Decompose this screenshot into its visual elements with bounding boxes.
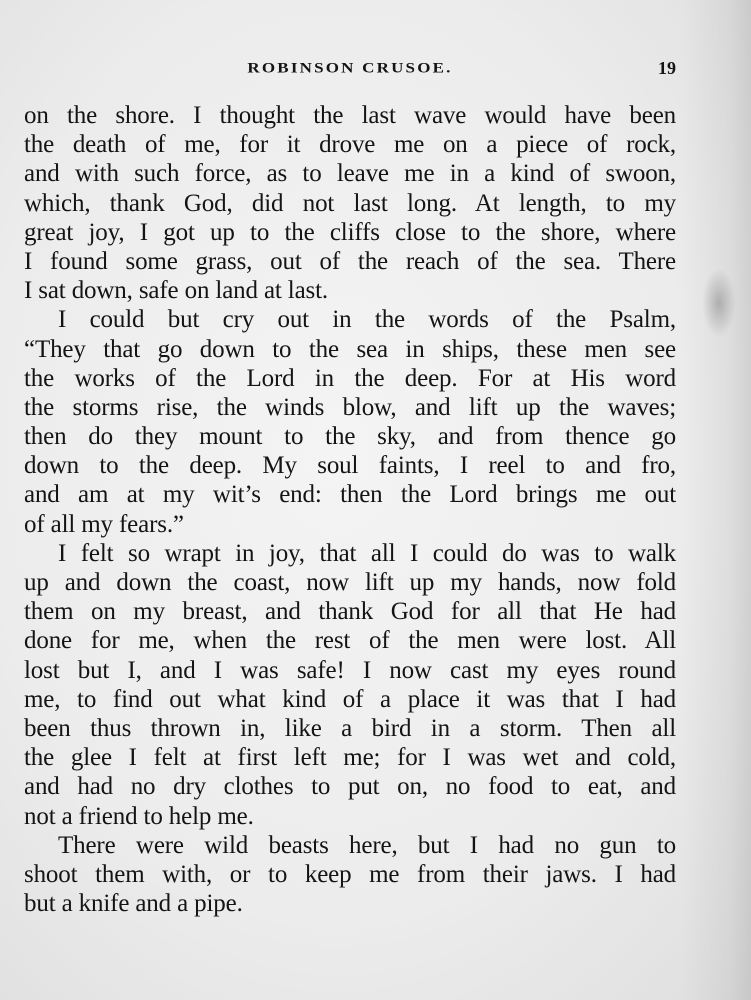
text-line: but a knife and a pipe. (24, 890, 243, 918)
text-line: the storms rise, the winds blow, and lift up the waves; (24, 393, 676, 421)
paragraph-4 (24, 831, 676, 919)
paper-blemish (702, 268, 736, 338)
text-line: the death of me, for it drove me on a piece of rock, (24, 131, 676, 159)
text-line: which, thank God, did not last long. At length, to my (24, 189, 676, 217)
text-line: and with such force, as to leave me in a kind of swoon, (24, 160, 676, 188)
text-line: of all my fears.” (24, 510, 184, 538)
text-line: down to the deep. My soul faints, I reel to and fro, (24, 452, 676, 480)
text-line: I sat down, safe on land at last. (24, 277, 328, 305)
body-text (24, 101, 676, 918)
text-line: on the shore. I thought the last wave would have been (24, 102, 676, 129)
text-line: up and down the coast, now lift up my hands, now fold (24, 569, 676, 596)
text-line: me, to find out what kind of a place it was that I had (24, 685, 676, 713)
text-line: them on my breast, and thank God for all that He had (24, 598, 676, 626)
running-head (24, 58, 676, 82)
text-line: I found some grass, out of the reach of the sea. There (24, 247, 676, 275)
text-line: then do they mount to the sky, and from thence go (24, 423, 676, 451)
text-line: done for me, when the rest of the men were lost. All (24, 627, 676, 655)
text-line: the glee I felt at first left me; for I was wet and cold, (24, 744, 676, 772)
text-line: “They that go down to the sea in ships, these men see (24, 335, 676, 363)
paragraph-3 (24, 539, 676, 831)
text-line: and am at my wit’s end: then the Lord brings me out (24, 481, 676, 509)
text-line: lost but I, and I was safe! I now cast my eyes round (24, 656, 676, 684)
page-edge-shadow (681, 0, 751, 1000)
text-line: I could but cry out in the words of the Psalm, (58, 306, 676, 334)
page-number: 19 (658, 58, 676, 78)
text-line: great joy, I got up to the cliffs close to the shore, where (24, 218, 676, 246)
text-line: the works of the Lord in the deep. For at His word (24, 364, 676, 392)
text-line: There were wild beasts here, but I had no gun to (58, 831, 676, 859)
paragraph-2 (24, 305, 676, 539)
text-line: and had no dry clothes to put on, no food to eat, and (24, 773, 676, 801)
paragraph-1 (24, 101, 676, 305)
running-title: ROBINSON CRUSOE. (247, 59, 453, 76)
text-line: I felt so wrapt in joy, that all I could do was to walk (58, 539, 676, 567)
text-line: been thus thrown in, like a bird in a storm. Then all (24, 714, 676, 742)
text-line: not a friend to help me. (24, 802, 254, 830)
text-line: shoot them with, or to keep me from their jaws. I had (24, 860, 676, 888)
